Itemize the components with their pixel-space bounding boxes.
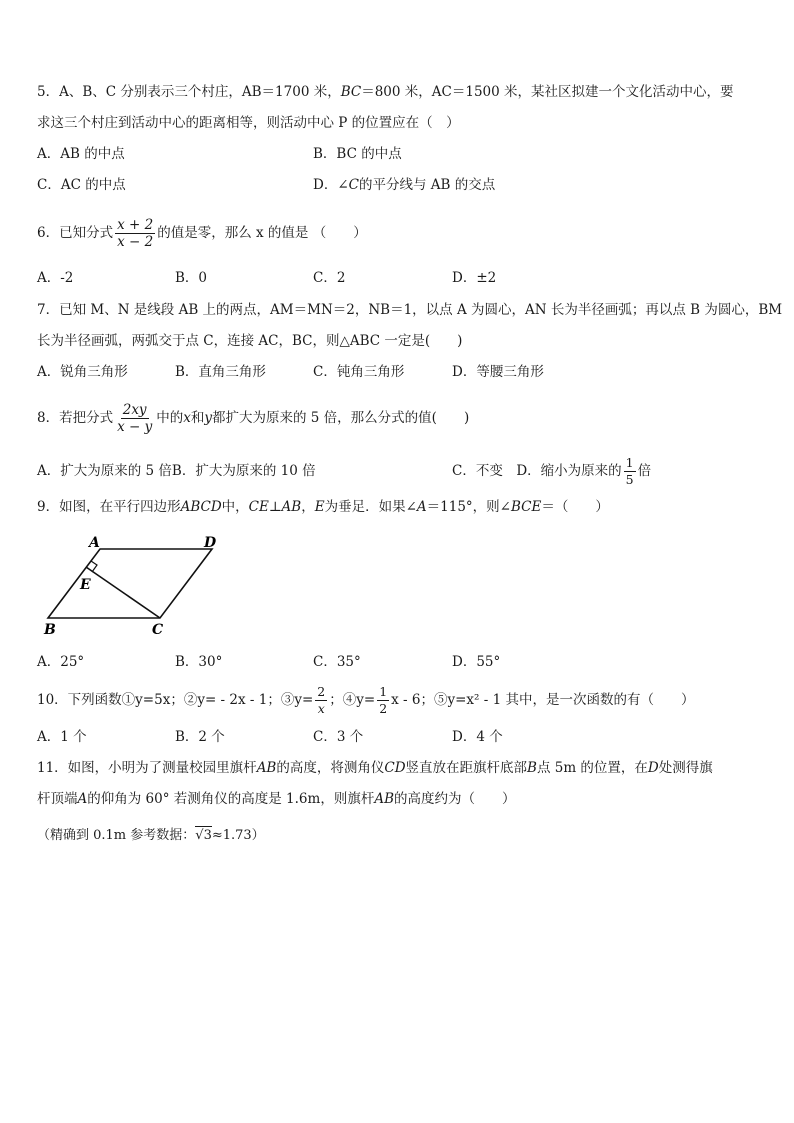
q10-stem: [37, 680, 694, 720]
q11-var-a: A: [77, 791, 88, 807]
q8-option-ab: A．扩大为原来的 5 倍B．扩大为原来的 10 倍: [37, 463, 316, 479]
q11-line2: [37, 789, 516, 809]
q9-text-pre: 9．如图，在平行四边形: [37, 499, 181, 515]
q11-l2-text-c: 的高度约为（ ）: [394, 791, 516, 807]
q9-var-bce: BCE: [511, 499, 542, 515]
q11-var-ab-1: AB: [256, 760, 277, 776]
q8-stem: [37, 398, 469, 438]
q6-option-a: A．-2: [37, 270, 74, 286]
q11-l1-text-c: 竖直放在距旗杆底部: [405, 760, 528, 776]
q11-l2-text-a: 杆顶端: [37, 791, 78, 807]
parallelogram-figure: [36, 530, 226, 640]
q8-var-x: x: [183, 410, 191, 426]
q8-option-d-denominator: 5: [625, 472, 634, 487]
q5-option-a: A．AB 的中点: [37, 146, 125, 162]
q6-stem: [37, 213, 367, 253]
q8-option-cd: [452, 452, 651, 490]
q7-option-d: D．等腰三角形: [452, 364, 544, 380]
q8-fraction: [115, 402, 154, 435]
q11-l1-text-d: 点 5m 的位置，在: [536, 760, 648, 776]
q8-fraction-numerator: 2xy: [122, 402, 147, 418]
q5-text-b: ＝800 米，AC＝1500 米，某社区拟建一个文化活动中心，要: [361, 84, 734, 100]
q7-line1: 7．已知 M、N 是线段 AB 上的两点，AM＝MN＝2，NB＝1，以点 A 为圆心，AN 长为半径画弧；再以点 B 为圆心，BM: [37, 302, 783, 318]
q11-var-b: B: [527, 760, 537, 776]
q11-l1-text-e: 处测得旗: [658, 760, 713, 776]
q6-option-c: C．2: [313, 270, 346, 286]
q8-fraction-denominator: x − y: [117, 419, 153, 435]
q6-fraction: [115, 217, 155, 250]
label-c: C: [152, 622, 164, 638]
q8-var-y: y: [204, 410, 212, 426]
q8-text-mid2: 和: [190, 410, 205, 426]
q11-l1-text-b: 的高度，将测角仪: [276, 760, 385, 776]
q9-text-mid4: ＝115°，则∠: [426, 499, 511, 515]
q10-fraction-1-numerator: 2: [317, 684, 326, 699]
q11-var-ab-2: AB: [374, 791, 394, 807]
q9-var-e: E: [314, 499, 325, 515]
label-d: D: [204, 535, 217, 551]
q11-line1: [37, 758, 713, 778]
q5-option-d-var: C: [348, 177, 359, 193]
q5-option-d: [313, 175, 495, 195]
q8-option-d-numerator: 1: [625, 455, 634, 470]
q6-fraction-numerator: x + 2: [117, 217, 154, 233]
q8-option-d-fraction: [624, 455, 636, 488]
q8-text-mid1: 中的: [156, 410, 184, 426]
q9-text-mid3: 为垂足．如果∠: [324, 499, 417, 515]
q5-option-b: B．BC 的中点: [313, 146, 402, 162]
q9-text-post: ＝（ ）: [541, 499, 609, 515]
q8-text-post: 都扩大为原来的 5 倍，那么分式的值( ): [212, 410, 470, 426]
q9-option-c: C．35°: [313, 654, 361, 670]
q9-option-b: B．30°: [175, 654, 223, 670]
q11-sqrt3: √3: [195, 828, 212, 843]
q10-option-c: C．3 个: [313, 729, 364, 745]
q7-option-a: A．锐角三角形: [37, 364, 128, 380]
q5-var-bc: BC: [340, 84, 362, 100]
q11-l3-text-b: ≈1.73）: [211, 828, 265, 843]
q9-stem: [37, 497, 609, 517]
label-e: E: [80, 577, 91, 593]
q6-text-post: 的值是零，那么 x 的值是 （ ）: [157, 225, 367, 241]
q10-fraction-1-denominator: x: [317, 701, 325, 716]
q5-option-c: C．AC 的中点: [37, 177, 126, 193]
q7-option-c: C．钝角三角形: [313, 364, 405, 380]
q11-l2-text-b: 的仰角为 60° 若测角仪的高度是 1.6m，则旗杆: [87, 791, 375, 807]
q10-text-post: x - 6；⑤y=x² - 1 其中，是一次函数的有（ ）: [391, 692, 695, 708]
q5-option-d-post: 的平分线与 AB 的交点: [358, 177, 496, 193]
q11-var-d: D: [647, 760, 659, 776]
q9-var-abcd: ABCD: [180, 499, 222, 515]
q9-var-a: A: [416, 499, 427, 515]
q6-fraction-denominator: x − 2: [117, 234, 154, 250]
q6-option-d: D．±2: [452, 270, 497, 286]
q6-text-pre: 6．已知分式: [37, 225, 114, 241]
q10-fraction-2-numerator: 1: [379, 684, 388, 699]
q10-fraction-2-denominator: 2: [379, 701, 388, 716]
q7-option-b: B．直角三角形: [175, 364, 266, 380]
label-a: A: [89, 535, 100, 551]
segment-ce: [86, 567, 160, 618]
q10-text-pre: 10．下列函数①y=5x；②y= - 2x - 1；③y=: [37, 692, 314, 708]
q11-l3-text-a: （精确到 0.1m 参考数据：: [37, 828, 196, 843]
q9-option-a: A．25°: [37, 654, 85, 670]
q9-option-d: D．55°: [452, 654, 501, 670]
q10-option-a: A．1 个: [37, 729, 87, 745]
q8-text-pre: 8．若把分式: [37, 410, 114, 426]
q8-option-cd-text: C．不变 D．缩小为原来的: [452, 463, 622, 479]
q11-l1-text-a: 11．如图，小明为了测量校园里旗杆: [37, 760, 257, 776]
q6-option-b: B．0: [175, 270, 208, 286]
q10-fraction-2: [377, 684, 389, 717]
label-b: B: [44, 622, 56, 638]
q10-text-mid: ；④y=: [329, 692, 376, 708]
q9-text-mid1: 中，: [221, 499, 249, 515]
q9-text-mid2: ，: [301, 499, 315, 515]
q10-fraction-1: [315, 684, 327, 717]
q10-option-b: B．2 个: [175, 729, 225, 745]
q7-line2: 长为半径画弧，两弧交于点 C，连接 AC，BC，则△ABC 一定是( ): [37, 333, 463, 349]
q11-var-cd: CD: [384, 760, 406, 776]
q11-line3: [37, 826, 265, 846]
q8-option-d-post: 倍: [637, 463, 652, 479]
q5-text-a: 5．A、B、C 分别表示三个村庄，AB＝1700 米，: [37, 84, 341, 100]
q5-option-d-pre: D．∠: [313, 177, 349, 193]
q9-var-ce-ab: CE⊥AB: [248, 499, 302, 515]
parallelogram-abcd: [48, 549, 212, 618]
q10-option-d: D．4 个: [452, 729, 503, 745]
q5-line1: [37, 82, 734, 102]
q5-line2: 求这三个村庄到活动中心的距离相等，则活动中心 P 的位置应在（ ）: [37, 115, 460, 131]
